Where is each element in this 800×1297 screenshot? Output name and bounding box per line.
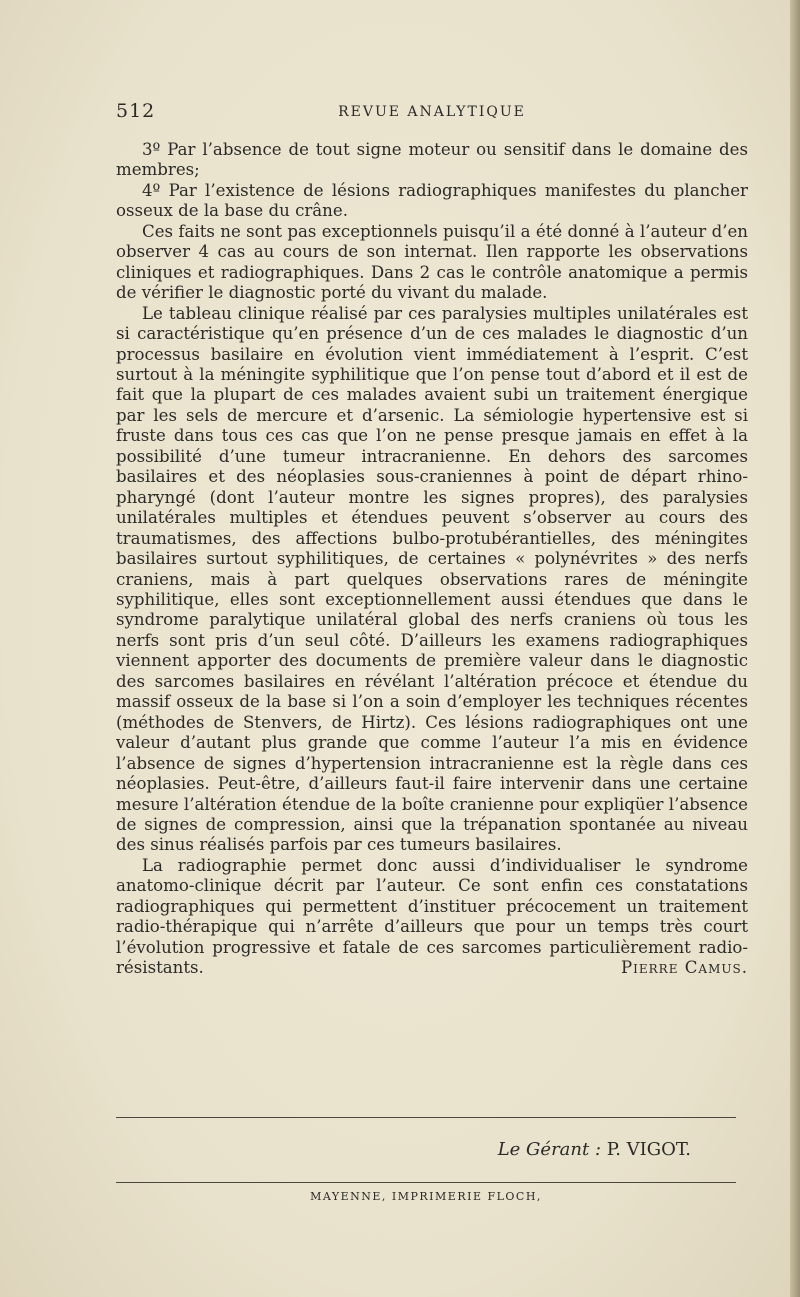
paragraph-1: 3º Par l’absence de tout signe moteur ou sensitif dans le domaine des membres; — [116, 140, 748, 180]
gerant-line — [116, 1139, 691, 1160]
divider-top — [116, 1117, 736, 1118]
page-number: 512 — [116, 100, 156, 122]
printer-imprint: MAYENNE, IMPRIMERIE FLOCH, — [310, 1190, 542, 1203]
paragraph-2: 4º Par l’existence de lésions radiographiques manifestes du plancher osseux de la base du crâne. — [116, 180, 748, 221]
paragraph-5 — [116, 856, 748, 979]
page-header — [116, 100, 748, 128]
author-signature: Pierre Camus. — [620, 958, 748, 978]
divider-bottom — [116, 1182, 736, 1183]
running-title: REVUE ANALYTIQUE — [338, 104, 526, 120]
paragraph-5-text: La radiographie permet donc aussi d’individualiser le syndrome anatomo-clinique décrit par l’auteur. Ce sont enfin ces constatations radiographiques qui permettent d’instituer précocement un traitement radio-thérapique qui n’arrête d’ailleurs que pour un temps très court l’évolution progressive et fatale de ces sarcomes particulièrement radio-résistants. — [116, 855, 748, 978]
gerant-label: Le Gérant : — [497, 1139, 602, 1160]
page-edge — [790, 0, 800, 1297]
paragraph-4: Le tableau clinique réalisé par ces paralysies multiples unilatérales est si caractéristique qu’en présence d’un de ces malades le diagnostic d’un processus basilaire en évolution vient immédiatement à l’esprit. C’est surtout à la méningite syphilitique que l’on pense tout d’abord et il est de fait que la plupart de ces malades avaient subi un traitement énergique par les sels de mercure et d’arsenic. La sémiologie hypertensive est si fruste dans tous ces cas que l’on ne pense presque jamais en effet à la possibilité d’une tumeur intracranienne. En dehors des sarcomes basilaires et des néoplasies sous-craniennes à point de départ rhino-pharyngé (dont l’auteur montre les signes propres), des paralysies unilatérales multiples et étendues peuvent s’observer au cours des traumatismes, des affections bulbo-protubérantielles, des méningites basilaires surtout syphilitiques, de certaines « polynévrites » des nerfs craniens, mais à part quelques observations rares de méningite syphilitique, elles sont exceptionnellement aussi étendues que dans le syndrome paralytique unilatéral global des nerfs craniens où tous les nerfs sont pris d’un seul côté. D’ailleurs les examens radiographiques viennent apporter des documents de première valeur dans le diagnostic des sarcomes basilaires en révélant l’altération précoce et étendue du massif osseux de la base si l’on a soin d’employer les techniques récentes (méthodes de Stenvers, de Hirtz). Ces lésions radiographiques ont une valeur d’autant plus grande que comme l’auteur l’a mis en évidence l’absence de signes d’hypertension intracranienne est la règle dans ces néoplasies. Peut-être, d’ailleurs faut-il faire intervenir dans une certaine mesure l’altération étendue de la boîte cranienne pour expliqüer l’absence de signes de compression, ainsi que la trépanation spontanée au niveau des sinus réalisés parfois par ces tumeurs basilaires. — [116, 303, 748, 855]
article-body — [116, 140, 748, 979]
paragraph-3: Ces faits ne sont pas exceptionnels puisqu’il a été donné à l’auteur d’en observer 4 cas au cours de son internat. Ilen rapporte les observations cliniques et radiographiques. Dans 2 cas le contrôle anatomique a permis de vérifier le diagnostic porté du vivant du malade. — [116, 221, 748, 303]
gerant-name: P. VIGOT. — [606, 1139, 691, 1160]
